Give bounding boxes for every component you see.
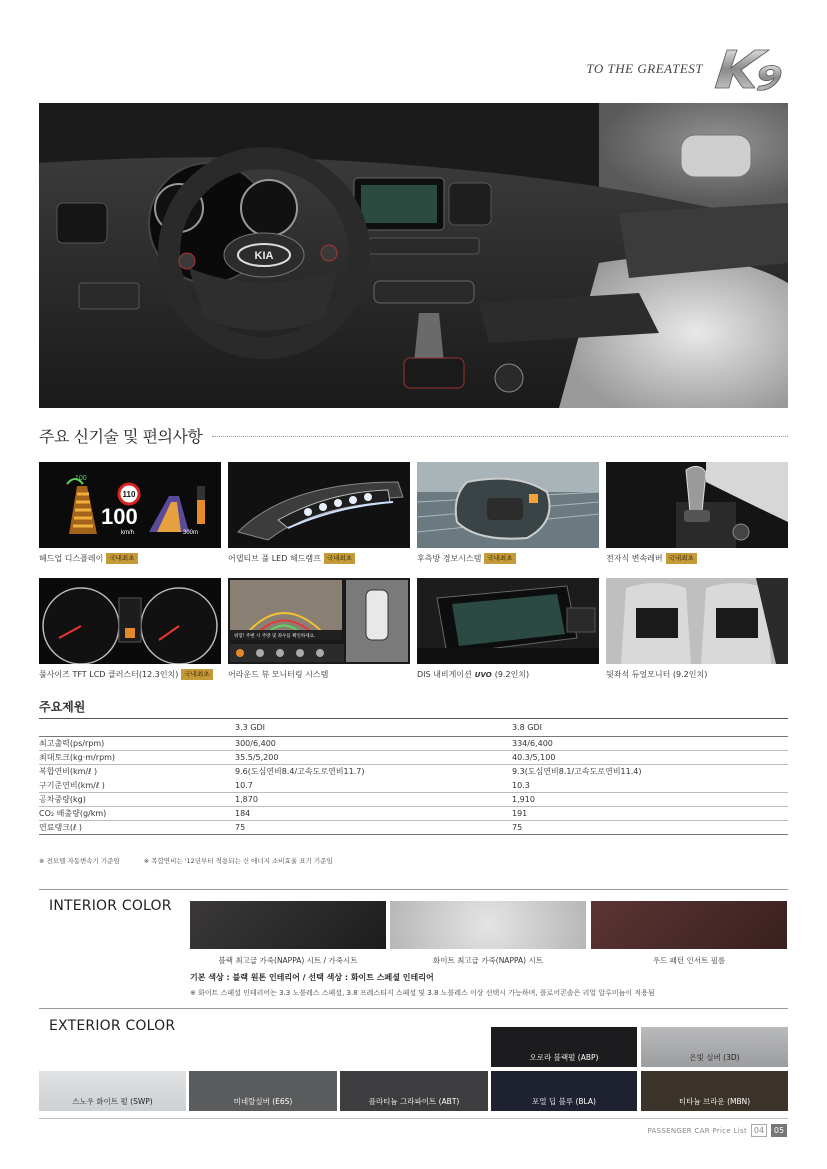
page-number-right: 05 [771,1124,787,1137]
exterior-label: 스노우 화이트 펄 (SWP) [72,1097,153,1106]
spec-label: 복합연비(km/ℓ ) [39,765,235,779]
feature-label: 헤드업 디스플레이 [39,554,104,563]
specs-note: ※ 복합연비는 '12년부터 적용되는 신 에너지 소비효율 표기 기준임 [143,857,333,865]
interior-swatch-white [390,901,586,949]
domestic-first-badge: 국내최초 [106,553,137,564]
spec-value: 10.7 [235,780,253,790]
interior-label-black: 블랙 최고급 가죽(NAPPA) 시트 / 가죽시트 [218,956,358,965]
table-row [39,821,788,835]
footer-price-list-label: PASSENGER CAR Price List [647,1126,747,1135]
spec-value: 334/6,400 [512,739,553,748]
domestic-first-badge: 국내최초 [666,553,697,564]
spec-value: 1,910 [512,793,788,807]
exterior-label: 티타늄 브라운 (MBN) [678,1097,751,1106]
table-row [39,765,788,779]
feature-label: 어댑티브 풀 LED 헤드램프 [228,554,321,563]
k9-logo [711,44,787,94]
spec-value: 40.3/5,100 [512,751,788,765]
blind-spot-image [417,462,599,548]
brand-tagline: TO THE GREATEST [586,61,703,76]
feature-tft-cluster [39,578,221,680]
feature-suffix: (9.2인치) [494,670,530,679]
uvo-mark: UVO [474,670,492,679]
hud-speed-limit: 110 [122,490,136,499]
spec-label: 연료탱크(ℓ ) [39,821,235,835]
exterior-label: 플라티늄 그라파이트 (ABT) [368,1097,460,1106]
specs-note: ※ 전모델 자동변속기 기준임 [39,857,120,865]
spec-value: 9.6(도심연비8.4/고속도로연비11.7) [235,765,512,779]
spec-label: 최대토크(kg·m/rpm) [39,751,235,765]
hud-unit: km/h [121,530,135,536]
spec-value: 10.3 [512,780,530,790]
feature-label: 뒷좌석 듀얼모니터 (9.2인치) [606,670,708,679]
headlamp-image [228,462,410,548]
specs-table [39,718,788,835]
footer [647,1124,787,1137]
spec-label: 최고출력(ps/rpm) [39,739,105,748]
kia-emblem: KIA [254,250,274,262]
table-row [39,737,788,751]
exterior-swatch-bla [491,1071,637,1111]
specs-col-label [39,719,235,737]
spec-value: 9.3(도심연비8.1/고속도로연비11.4) [512,765,788,779]
table-row [39,793,788,807]
specs-notes [39,856,333,865]
feature-label: 풀사이즈 TFT LCD 클러스터(12.3인치) [39,670,179,679]
table-row [39,751,788,765]
exterior-swatch-3d [641,1027,788,1067]
specs-title: 주요제원 [39,700,86,714]
spec-value: 75 [235,821,512,835]
feature-hud [39,462,221,564]
spec-value: 184 [235,807,512,821]
spec-value: 191 [512,807,788,821]
hud-speed: 100 [101,504,138,529]
exterior-swatch-mbn [641,1071,788,1111]
dashboard-illustration [39,103,788,408]
tft-cluster-image [39,578,221,664]
avm-warning-text: 위험! 주변 시 주방 및 좌우를 확인하세요. [234,634,316,639]
exterior-swatch-swp [39,1071,186,1111]
feature-label: 전자식 변속레버 [606,554,663,563]
interior-label-white: 화이트 최고급 가죽(NAPPA) 시트 [433,956,543,965]
around-view-image [228,578,410,664]
feature-rear-monitor [606,578,788,680]
hero-interior-image [39,103,788,408]
domestic-first-badge: 국내최초 [484,553,515,564]
feature-shift-lever [606,462,788,564]
feature-around-view [228,578,410,680]
spec-label: 공차중량(kg) [39,793,235,807]
exterior-label: 포멀 딥 블루 (BLA) [532,1097,596,1106]
interior-color-title: INTERIOR COLOR [49,898,172,914]
hud-image [39,462,221,548]
rear-monitor-image [606,578,788,664]
feature-label: DIS 내비게이션 [417,670,472,679]
spec-value: 75 [512,821,788,835]
exterior-swatch-abp [491,1027,637,1067]
exterior-label: 은빛 실버 (3D) [689,1053,740,1062]
table-row [39,807,788,821]
section-divider [39,889,788,890]
spec-value: 1,870 [235,793,512,807]
feature-led-headlamp [228,462,410,564]
specs-header-row [39,719,788,737]
features-title: 주요 신기술 및 편의사항 [39,427,203,446]
interior-swatch-black [190,901,386,949]
page-number-left: 04 [751,1124,767,1137]
feature-label: 어라운드 뷰 모니터링 시스템 [228,670,329,679]
footer-divider [39,1118,788,1119]
exterior-swatch-e6s [189,1071,337,1111]
hud-distance: 300m [183,530,199,536]
interior-basic-option-note: 기본 색상 : 블랙 원톤 인테리어 / 선택 색상 : 화이트 스페셜 인테리어 [190,973,434,982]
domestic-first-badge: 국내최초 [181,669,212,680]
feature-label: 후측방 경보시스템 [417,554,482,563]
feature-blind-spot [417,462,599,564]
feature-dis-navigation [417,578,599,680]
interior-swatch-wood [591,901,787,949]
spec-value: 35.5/5,200 [235,751,512,765]
dis-navigation-image [417,578,599,664]
table-row [39,779,788,793]
spec-label: CO₂ 배출량(g/km) [39,807,235,821]
spec-label: 구기준연비(km/ℓ ) [39,780,105,790]
hud-top-value: 100 [75,475,87,482]
domestic-first-badge: 국내최초 [324,553,355,564]
section-divider [39,1008,788,1009]
exterior-label: 오로라 블랙펄 (ABP) [529,1053,599,1062]
specs-col-38gdi: 3.8 GDI [512,719,788,737]
shift-lever-image [606,462,788,548]
exterior-label: 미네랄실버 (E6S) [233,1097,293,1106]
specs-col-33gdi: 3.3 GDI [235,719,512,737]
exterior-color-title: EXTERIOR COLOR [49,1018,176,1034]
exterior-swatch-abt [340,1071,488,1111]
features-section-header [39,424,788,447]
interior-label-wood: 우드 패턴 인서트 필름 [652,956,726,965]
interior-special-note: ※ 화이트 스페셜 인테리어는 3.3 노블레스 스페셜, 3.8 프레스티지 스페셜 및 3.8 노블레스 이상 선택시 가능하며, 플로어콘솔은 리얼 알루미늄이 적용됨 [190,989,655,997]
brand-header [586,44,787,94]
spec-value: 300/6,400 [235,739,276,748]
dotted-divider [212,436,788,437]
